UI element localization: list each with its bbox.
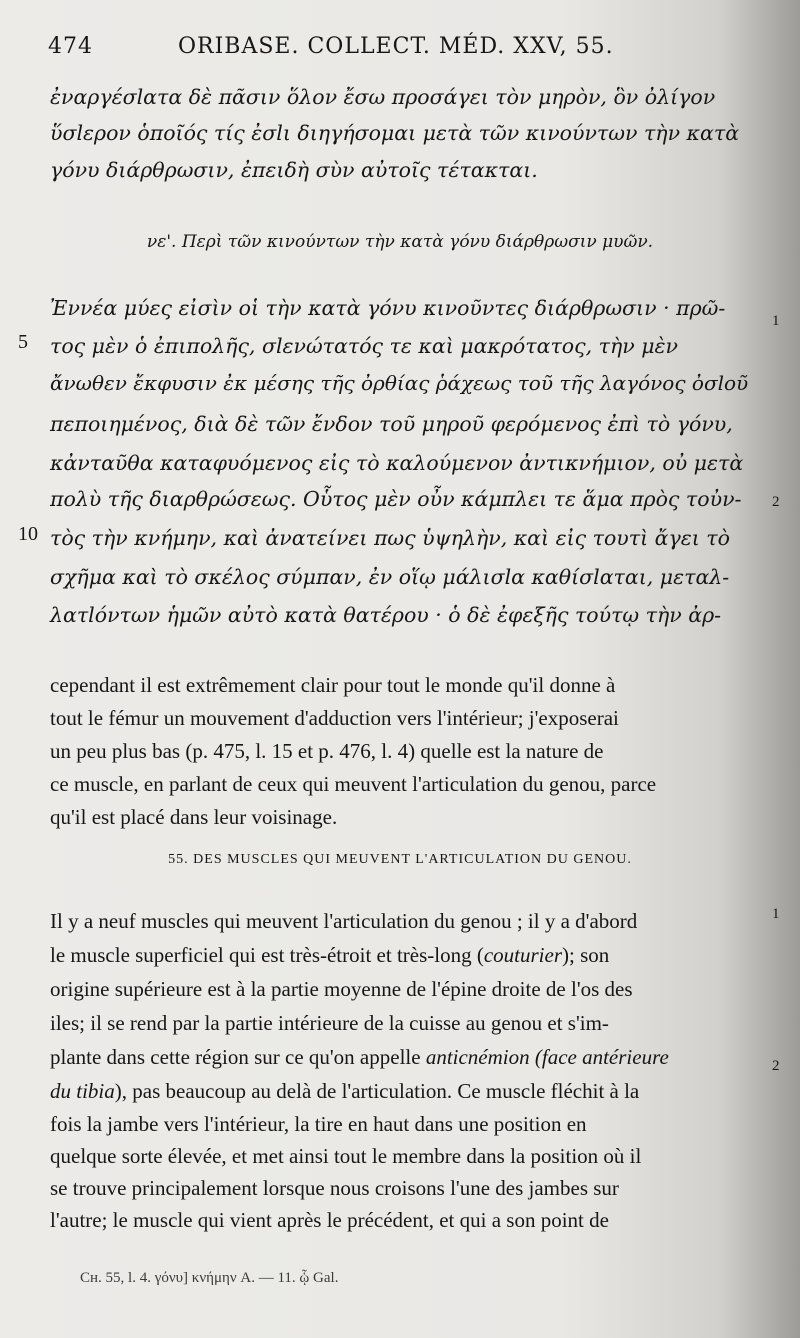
french-body-line xyxy=(50,1076,756,1106)
text-run: fois la jambe vers l'intérieur, la tire en haut dans une position en xyxy=(50,1112,587,1136)
greek-body-line: τος μὲν ὁ ἐπιπολῆς, σlενώτατός τε καὶ μακρότατος, τὴν μὲν xyxy=(50,334,679,358)
italic-term: anticnémion xyxy=(425,1045,530,1069)
text-run: l'autre; le muscle qui vient après le précédent, et qui a son point de xyxy=(50,1208,609,1232)
italic-term: couturier xyxy=(483,943,563,967)
text-run: ); son xyxy=(562,943,610,967)
greek-body-line: τὸς τὴν κνήμην, καὶ ἀνατείνει πως ὑψηλὴν, καὶ εἰς τουτὶ ἄγει τὸ xyxy=(50,526,730,550)
line-number-5: 5 xyxy=(18,331,28,353)
greek-intro-line: ὕσlερον ὁποῖός τίς ἐσlι διηγήσομαι μετὰ τῶν κινούντων τὴν κατὰ xyxy=(50,121,740,145)
french-intro-line: cependant il est extrêmement clair pour tout le monde qu'il donne à xyxy=(50,673,616,697)
section-marker-1: 1 xyxy=(772,313,780,329)
page-header xyxy=(48,34,748,68)
text-run: le muscle superficiel qui est très-étroit et très-long ( xyxy=(50,943,484,967)
greek-body-line: πεποιημένος, διὰ δὲ τῶν ἔνδον τοῦ μηροῦ φερόμενος ἐπὶ τὸ γόνυ, xyxy=(50,412,733,436)
page-number: 474 xyxy=(48,34,93,59)
text-run: se trouve principalement lorsque nous croisons l'une des jambes sur xyxy=(50,1176,619,1200)
section-marker-2: 2 xyxy=(772,494,780,510)
footnote: Cн. 55, l. 4. γόνυ] κνήμην A. — 11. ᾧ Gal. xyxy=(80,1270,339,1286)
french-body-line xyxy=(50,974,756,1004)
text-run: iles; il se rend par la partie intérieure de la cuisse au genou et s'im- xyxy=(50,1011,609,1035)
french-body-line xyxy=(50,1173,756,1203)
greek-body-line: λατlόντων ἡμῶν αὐτὸ κατὰ θατέρου · ὁ δὲ ἐφεξῆς τούτῳ τὴν ἀρ- xyxy=(50,603,722,627)
text-run: ), pas beaucoup au delà de l'articulation. Ce muscle fléchit à la xyxy=(114,1079,640,1103)
greek-section-title: νε'. Περὶ τῶν κινούντων τὴν κατὰ γόνυ διάρθρωσιν μυῶν. xyxy=(146,232,654,252)
greek-body-line: κἀνταῦθα καταφυόμενος εἰς τὸ καλούμενον ἀντικνήμιον, οὐ μετὰ xyxy=(50,451,744,475)
french-body-line xyxy=(50,1008,756,1038)
section-marker-1: 1 xyxy=(772,906,780,922)
greek-body-line: πολὺ τῆς διαρθρώσεως. Οὗτος μὲν οὖν κάμπλει τε ἅμα πρὸς τοὐν- xyxy=(50,487,742,511)
text-run: quelque sorte élevée, et met ainsi tout le membre dans la position où il xyxy=(50,1144,642,1168)
text-run: origine supérieure est à la partie moyenne de l'épine droite de l'os des xyxy=(50,977,633,1001)
french-body-line xyxy=(50,1205,756,1235)
french-body-line xyxy=(50,1141,756,1171)
running-title: ORIBASE. COLLECT. MÉD. XXV, 55. xyxy=(178,34,614,59)
french-body-line xyxy=(50,1109,756,1139)
french-intro-line: ce muscle, en parlant de ceux qui meuvent l'articulation du genou, parce xyxy=(50,772,657,796)
text-run: Il y a neuf muscles qui meuvent l'articulation du genou ; il y a d'abord xyxy=(50,909,638,933)
french-intro-line: tout le fémur un mouvement d'adduction vers l'intérieur; j'exposerai xyxy=(50,706,619,730)
greek-intro-line: ἐναργέσlατα δὲ πᾶσιν ὅλον ἔσω προσάγει τὸν μηρὸν, ὃν ὀλίγον xyxy=(50,85,716,109)
greek-intro-line: γόνυ διάρθρωσιν, ἐπειδὴ σὺν αὐτοῖς τέτακται. xyxy=(50,158,538,182)
french-body-line xyxy=(50,906,756,936)
italic-gloss: (face antérieure xyxy=(529,1045,669,1069)
french-section-title: 55. DES MUSCLES QUI MEUVENT L'ARTICULATION DU GENOU. xyxy=(168,852,632,867)
greek-body-line: σχῆμα καὶ τὸ σκέλος σύμπαν, ἐν οἵῳ μάλισlα καθίσlαται, μεταλ- xyxy=(50,565,730,589)
line-number-10: 10 xyxy=(18,523,38,545)
text-run: plante dans cette région sur ce qu'on appelle xyxy=(50,1045,426,1069)
italic-gloss: du tibia xyxy=(50,1079,115,1103)
greek-body-line: Ἐννέα μύες εἰσὶν οἱ τὴν κατὰ γόνυ κινοῦντες διάρθρωσιν · πρῶ- xyxy=(50,296,726,320)
greek-body-line: ἄνωθεν ἔκφυσιν ἐκ μέσης τῆς ὀρθίας ῥάχεως τοῦ τῆς λαγόνος ὀσlοῦ xyxy=(50,371,749,395)
french-body-line xyxy=(50,940,756,970)
french-body-line xyxy=(50,1042,756,1072)
french-intro-line: qu'il est placé dans leur voisinage. xyxy=(50,805,338,829)
french-intro-line: un peu plus bas (p. 475, l. 15 et p. 476, l. 4) quelle est la nature de xyxy=(50,739,604,763)
section-marker-2: 2 xyxy=(772,1058,780,1074)
